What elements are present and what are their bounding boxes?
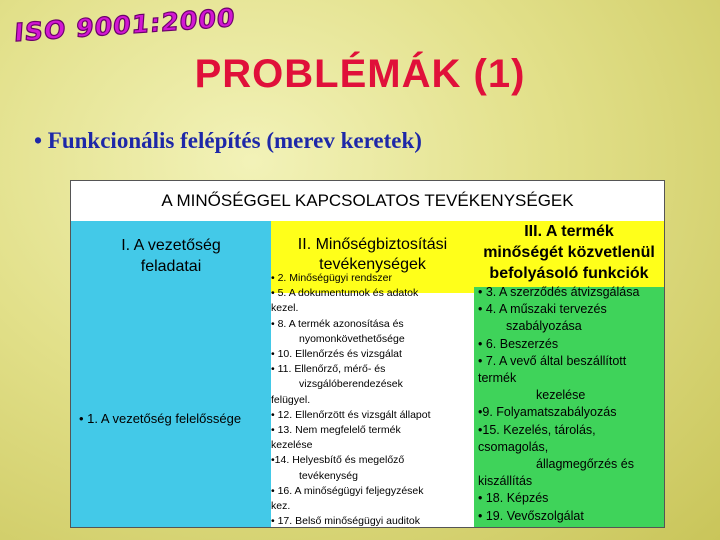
list-item: kezel. [271, 302, 299, 315]
column-management-heading: I. A vezetőség feladatai [121, 237, 221, 275]
list-item: •9. Folyamatszabályozás [478, 405, 617, 420]
list-item: kiszállítás [478, 474, 533, 489]
list-item: • 1. A vezetőség felelőssége [79, 411, 242, 426]
column-product-quality [474, 221, 664, 527]
list-item: • 19. Vevőszolgálat [478, 508, 584, 523]
list-item: kezelése [536, 388, 586, 403]
list-item: • 6. Beszerzés [478, 336, 559, 351]
list-item: • 11. Ellenőrző, mérő- és [271, 363, 386, 376]
list-item: vizsgálóberendezések [299, 378, 403, 391]
list-item: kez. [271, 500, 291, 513]
table-header: A MINŐSÉGGEL KAPCSOLATOS TEVÉKENYSÉGEK [71, 181, 664, 222]
list-item: • 5. A dokumentumok és adatok [271, 287, 419, 300]
column-management [71, 221, 272, 527]
main-bullet: • Funkcionális felépítés (merev keretek) [34, 128, 422, 153]
list-item: szabályozása [506, 319, 582, 334]
list-item: • 2. Minőségügyi rendszer [271, 272, 392, 284]
list-item: tevékenység [299, 469, 358, 482]
list-item: állagmegőrzés és [536, 457, 634, 472]
list-item: •14. Helyesbítő és megelőző [271, 454, 405, 467]
list-item: • 4. A műszaki tervezés [478, 302, 607, 317]
quality-activities-table [70, 180, 665, 528]
list-item: csomagolás, [478, 439, 549, 454]
list-item: termék [478, 371, 517, 386]
list-item: kezelése [271, 439, 313, 452]
list-item: • 7. A vevő által beszállított [478, 353, 627, 368]
list-item: •15. Kezelés, tárolás, [478, 422, 596, 437]
list-item: felügyel. [271, 393, 311, 406]
list-item: • 13. Nem megfelelő termék [271, 424, 401, 437]
list-item: nyomonkövethetősége [299, 332, 405, 345]
list-item: • 3. A szerződés átvizsgálása [478, 285, 640, 299]
list-item: • 8. A termék azonosítása és [271, 317, 404, 330]
column-product-quality-heading: III. A termék minőségét közvetlenül befolyásoló funkciók [483, 223, 655, 282]
list-item: • 12. Ellenőrzött és vizsgált állapot [271, 408, 431, 421]
column-product-quality-list [478, 284, 664, 525]
iso-9001-2000-logo [13, 3, 237, 48]
column-quality-assurance-list [271, 271, 474, 529]
svg-text:ISO 9001:2000: ISO 9001:2000 [13, 3, 237, 48]
list-item: • 18. Képzés [478, 491, 549, 506]
list-item: • 10. Ellenőrzés és vizsgálat [271, 348, 402, 361]
column-quality-assurance-heading: II. Minőségbiztosítási tevékenységek [297, 236, 448, 273]
list-item: • 16. A minőségügyi feljegyzések [271, 484, 424, 497]
page-title: PROBLÉMÁK (1) [194, 52, 526, 96]
column-quality-assurance [271, 221, 475, 527]
list-item: • 17. Belső minőségügyi auditok [271, 515, 421, 528]
